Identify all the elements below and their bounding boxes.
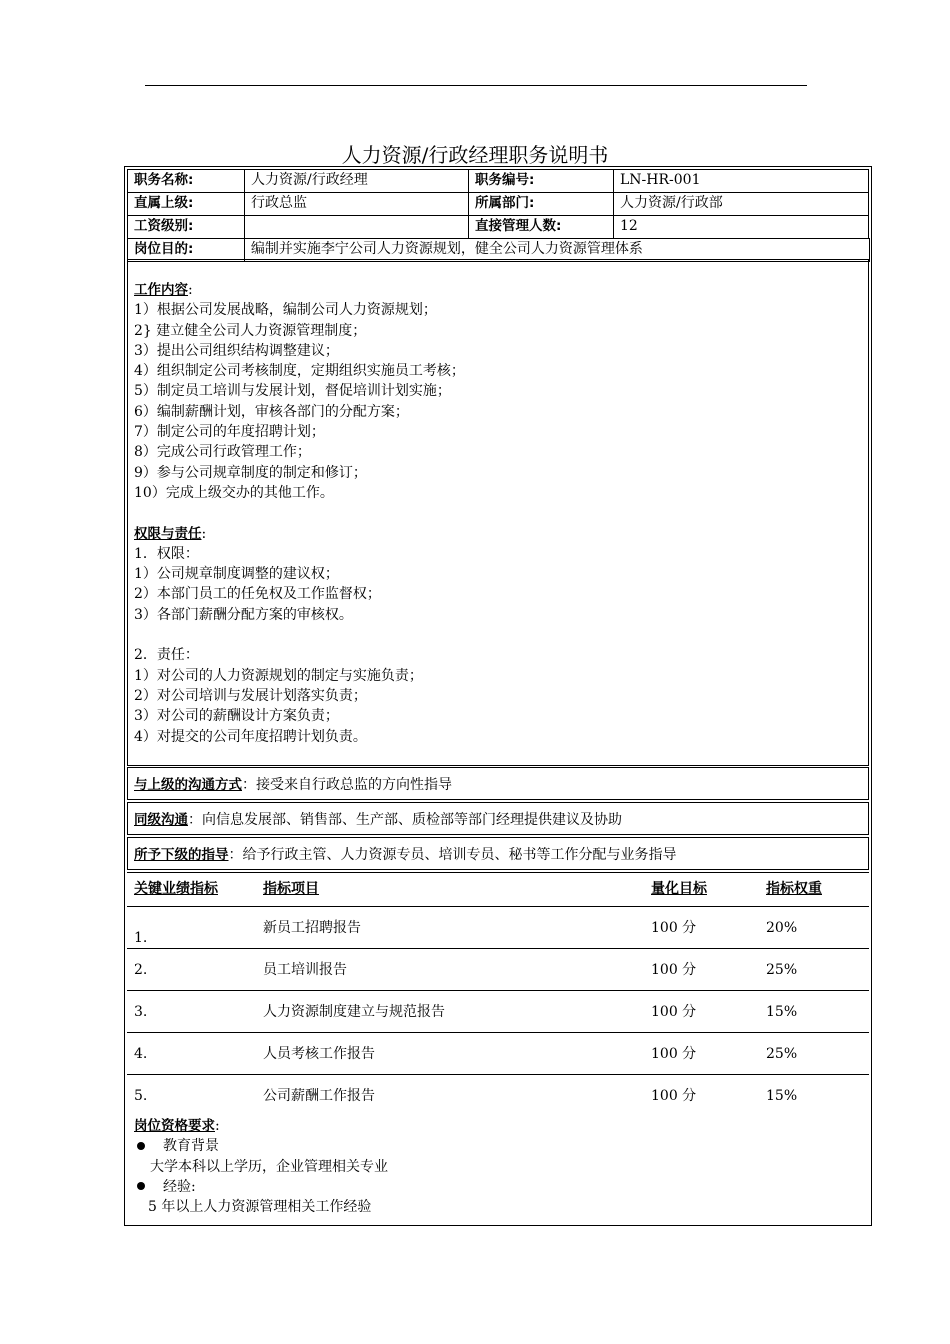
- duties-colon: :: [188, 282, 193, 298]
- job-code-value: LN-HR-001: [613, 169, 869, 193]
- responsibility-title: 2．责任：: [134, 647, 199, 664]
- table-row: [127, 215, 869, 238]
- kpi-header-weight: 指标权重: [766, 881, 822, 897]
- upward-communication: [127, 767, 869, 800]
- kpi-weight: 25%: [766, 962, 798, 978]
- kpi-weight: 20%: [766, 920, 798, 936]
- superior-value: 行政总监: [244, 192, 469, 216]
- divider: [127, 1032, 869, 1033]
- list-item: 1）对公司的人力资源规划的制定与实施负责；: [134, 667, 423, 684]
- list-item: 1）根据公司发展战略，编制公司人力资源规划；: [134, 302, 437, 319]
- rights-title: 1．权限：: [134, 545, 199, 562]
- subordinates-label: 直接管理人数:: [468, 215, 614, 239]
- list-item: 4）对提交的公司年度招聘计划负责。: [134, 728, 367, 745]
- kpi-target: 100 分: [651, 1046, 697, 1062]
- kpi-header-target: 量化目标: [651, 881, 707, 897]
- kpi-target: 100 分: [651, 962, 697, 978]
- authority-heading: 权限与责任: [134, 525, 202, 542]
- duties-section: [127, 259, 869, 766]
- kpi-no: 1.: [134, 930, 148, 946]
- divider: [127, 1074, 869, 1075]
- bullet-icon: [137, 1142, 145, 1150]
- experience-title: 经验:: [163, 1178, 196, 1195]
- guidance-text: ：给予行政主管、人力资源专员、培训专员、秘书等工作分配与业务指导: [228, 847, 677, 863]
- table-row: [127, 192, 869, 215]
- list-item: 6）编制薪酬计划，审核各部门的分配方案；: [134, 403, 409, 420]
- list-item: 7）制定公司的年度招聘计划；: [134, 424, 325, 441]
- list-item: 5）制定员工培训与发展计划，督促培训计划实施；: [134, 383, 451, 400]
- header-rule: [145, 85, 807, 86]
- job-info-table: [127, 169, 869, 261]
- list-item: 2）本部门员工的任免权及工作监督权；: [134, 586, 381, 603]
- superior-label: 直属上级:: [127, 192, 245, 216]
- bullet-icon: [137, 1182, 145, 1190]
- peer-label: 同级沟通: [134, 812, 188, 828]
- divider: [127, 948, 869, 949]
- list-item: 1）公司规章制度调整的建议权；: [134, 566, 339, 583]
- kpi-item: 员工培训报告: [263, 962, 347, 978]
- kpi-item: 新员工招聘报告: [263, 920, 361, 936]
- list-item: 2} 建立健全公司人力资源管理制度；: [134, 322, 367, 339]
- education-title: 教育背景: [163, 1138, 219, 1155]
- list-item: 3）提出公司组织结构调整建议；: [134, 342, 339, 359]
- kpi-weight: 15%: [766, 1088, 798, 1104]
- purpose-value: 编制并实施李宁公司人力资源规划，健全公司人力资源管理体系: [244, 238, 870, 262]
- divider: [127, 990, 869, 991]
- education-text: 大学本科以上学历，企业管理相关专业: [150, 1158, 388, 1175]
- kpi-no: 3.: [134, 1004, 148, 1020]
- qualifications-section: [134, 1116, 388, 1217]
- authority-colon: :: [201, 525, 207, 542]
- list-item: 4）组织制定公司考核制度，定期组织实施员工考核；: [134, 363, 465, 380]
- kpi-weight: 15%: [766, 1004, 798, 1020]
- table-row: [127, 169, 869, 192]
- divider: [127, 906, 869, 907]
- table-row: [127, 238, 869, 261]
- subordinates-value: 12: [613, 215, 869, 239]
- job-code-label: 职务编号:: [468, 169, 614, 193]
- kpi-no: 5.: [134, 1088, 148, 1104]
- job-name-value: 人力资源/行政经理: [244, 169, 469, 193]
- kpi-no: 2.: [134, 962, 148, 978]
- kpi-item: 人力资源制度建立与规范报告: [263, 1004, 445, 1020]
- list-item: 3）各部门薪酬分配方案的审核权。: [134, 606, 353, 623]
- purpose-label: 岗位目的:: [127, 238, 245, 262]
- experience-text: 5 年以上人力资源管理相关工作经验: [148, 1199, 372, 1216]
- kpi-target: 100 分: [651, 1088, 697, 1104]
- document-title: 人力资源/行政经理职务说明书: [341, 143, 609, 167]
- job-name-label: 职务名称:: [127, 169, 245, 193]
- upward-text: ：接受来自行政总监的方向性指导: [242, 777, 452, 793]
- list-item: 8）完成公司行政管理工作；: [134, 444, 311, 461]
- kpi-item: 人员考核工作报告: [263, 1046, 375, 1062]
- grade-value: [244, 215, 469, 239]
- subordinate-guidance: [127, 837, 869, 870]
- dept-value: 人力资源/行政部: [613, 192, 869, 216]
- grade-label: 工资级别:: [127, 215, 245, 239]
- list-item: 10）完成上级交办的其他工作。: [134, 484, 334, 501]
- duties-heading: 工作内容: [134, 282, 188, 298]
- kpi-target: 100 分: [651, 1004, 697, 1020]
- kpi-target: 100 分: [651, 920, 697, 936]
- peer-text: ：向信息发展部、销售部、生产部、质检部等部门经理提供建议及协助: [188, 812, 622, 828]
- kpi-item: 公司薪酬工作报告: [263, 1088, 375, 1104]
- list-item: 3）对公司的薪酬设计方案负责；: [134, 708, 339, 725]
- kpi-weight: 25%: [766, 1046, 798, 1062]
- kpi-no: 4.: [134, 1046, 148, 1062]
- kpi-header-item: 指标项目: [263, 881, 319, 897]
- list-item: 9）参与公司规章制度的制定和修订；: [134, 464, 367, 481]
- upward-label: 与上级的沟通方式: [134, 777, 242, 793]
- qualifications-colon: :: [215, 1118, 220, 1134]
- duties-list: [134, 300, 868, 503]
- guidance-label: 所予下级的指导: [134, 847, 229, 863]
- divider: [127, 872, 869, 873]
- kpi-header-indicator: 关键业绩指标: [134, 881, 218, 897]
- peer-communication: [127, 802, 869, 835]
- list-item: 2）对公司培训与发展计划落实负责；: [134, 687, 367, 704]
- qualifications-heading: 岗位资格要求: [134, 1118, 215, 1134]
- dept-label: 所属部门:: [468, 192, 614, 216]
